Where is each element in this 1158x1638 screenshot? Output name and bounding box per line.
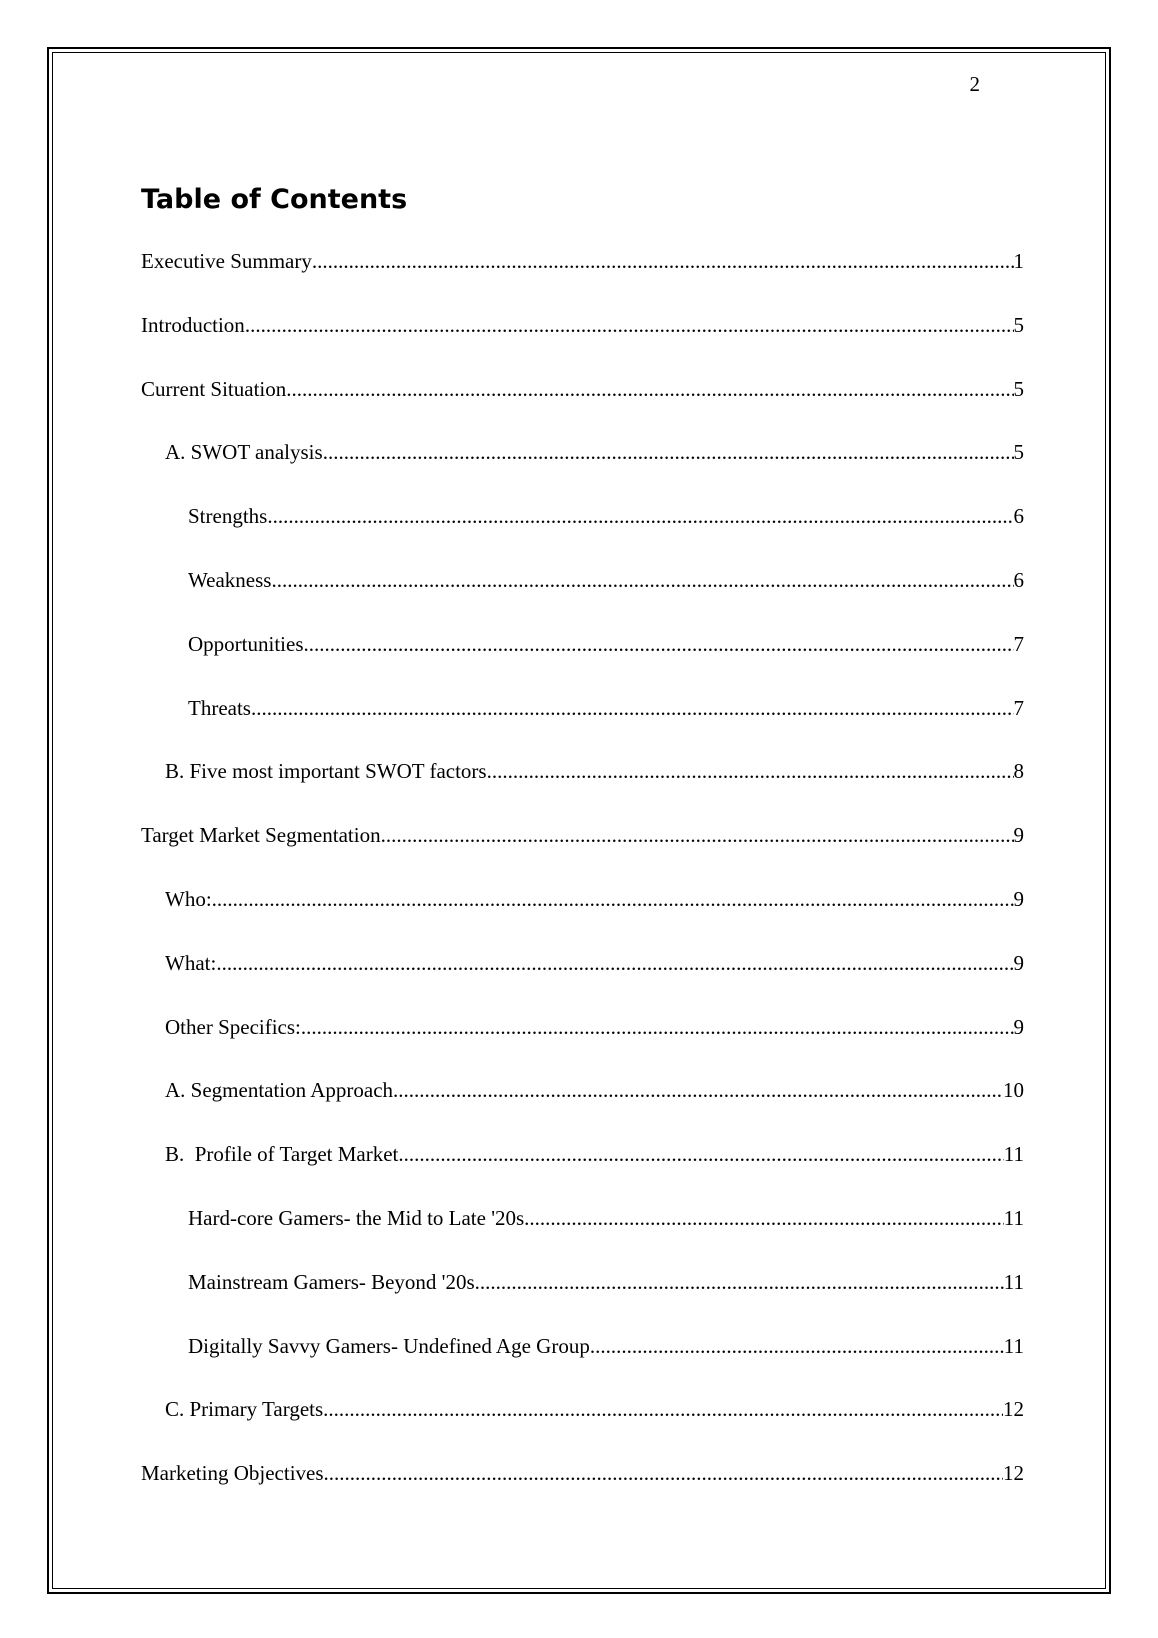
toc-entry-title: Threats	[188, 695, 251, 720]
toc-entry-page: 10	[1003, 1078, 1024, 1103]
toc-entry[interactable]	[141, 1078, 1024, 1142]
toc-entry-page: 8	[1013, 759, 1024, 784]
toc-entry[interactable]	[141, 1206, 1024, 1270]
toc-entry-page: 5	[1013, 312, 1024, 337]
toc-entry[interactable]	[141, 440, 1024, 504]
toc-entry-page: 7	[1013, 695, 1024, 720]
toc-entry-title: A. Segmentation Approach	[165, 1078, 394, 1103]
toc-entry[interactable]	[141, 504, 1024, 568]
toc-entry[interactable]	[141, 1015, 1024, 1079]
toc-entry-title: What:	[165, 950, 217, 975]
toc-entry-title: Strengths	[188, 504, 268, 529]
toc-leader-dots	[590, 1334, 1004, 1359]
toc-entry-title: Current Situation	[141, 376, 287, 401]
toc-entry-title: Who:	[165, 886, 212, 911]
toc-entry-page: 5	[1013, 376, 1024, 401]
toc-entry[interactable]	[141, 377, 1024, 441]
toc-leader-dots	[393, 1078, 1003, 1103]
toc-entry[interactable]	[141, 759, 1024, 823]
toc-leader-dots	[251, 696, 1014, 721]
toc-entry-page: 9	[1013, 886, 1024, 911]
toc-entry[interactable]	[141, 887, 1024, 951]
toc-entry[interactable]	[141, 249, 1024, 313]
toc-entry-page: 1	[1013, 249, 1024, 273]
toc-entry-page: 9	[1013, 1014, 1024, 1039]
toc-entry-page: 12	[1003, 1397, 1024, 1422]
toc-entry-title: Digitally Savvy Gamers- Undefined Age Group	[188, 1333, 590, 1358]
toc-leader-dots	[286, 377, 1013, 402]
toc-entry-title: A. SWOT analysis	[165, 440, 323, 465]
toc-leader-dots	[324, 1461, 1003, 1486]
toc-entry-page: 7	[1013, 631, 1024, 656]
toc-entry-page: 11	[1003, 1142, 1024, 1167]
toc-entry-title: Other Specifics:	[165, 1014, 301, 1039]
toc-leader-dots	[524, 1206, 1004, 1231]
toc-entry[interactable]	[141, 696, 1024, 760]
toc-entry-title: Weakness	[188, 567, 272, 592]
toc-leader-dots	[323, 440, 1014, 465]
toc-entry-page: 6	[1013, 567, 1024, 592]
toc-entry-page: 6	[1013, 504, 1024, 529]
toc-leader-dots	[312, 249, 1014, 274]
toc-leader-dots	[304, 632, 1014, 657]
toc-entry-page: 5	[1013, 440, 1024, 465]
table-of-contents	[141, 249, 1024, 1525]
toc-entry[interactable]	[141, 1142, 1024, 1206]
toc-entry-page: 11	[1003, 1333, 1024, 1358]
toc-leader-dots	[267, 504, 1013, 529]
toc-entry-title: Introduction	[141, 312, 245, 337]
toc-leader-dots	[271, 568, 1013, 593]
toc-leader-dots	[301, 1015, 1014, 1040]
toc-leader-dots	[323, 1397, 1003, 1422]
toc-entry-title: B. Profile of Target Market	[165, 1142, 399, 1167]
toc-entry-title: Mainstream Gamers- Beyond '20s	[188, 1269, 475, 1294]
toc-leader-dots	[487, 759, 1014, 784]
toc-entry-title: B. Five most important SWOT factors	[165, 759, 487, 784]
toc-entry-title: Opportunities	[188, 631, 304, 656]
toc-entry[interactable]	[141, 1397, 1024, 1461]
toc-entry-page: 9	[1013, 950, 1024, 975]
toc-entry-page: 9	[1013, 823, 1024, 848]
toc-entry[interactable]	[141, 823, 1024, 887]
toc-entry-title: Marketing Objectives	[141, 1461, 324, 1486]
toc-entry[interactable]	[141, 1334, 1024, 1398]
toc-entry-page: 11	[1003, 1269, 1024, 1294]
toc-entry-page: 12	[1003, 1461, 1024, 1486]
toc-entry[interactable]	[141, 568, 1024, 632]
toc-entry[interactable]	[141, 951, 1024, 1015]
toc-leader-dots	[381, 823, 1014, 848]
toc-entry-title: Executive Summary	[141, 249, 312, 273]
toc-entry-title: Target Market Segmentation	[141, 823, 381, 848]
toc-heading: Table of Contents	[141, 184, 408, 215]
toc-leader-dots	[475, 1270, 1004, 1295]
toc-entry-title: C. Primary Targets	[165, 1397, 324, 1422]
toc-leader-dots	[398, 1142, 1003, 1167]
page-number: 2	[969, 72, 980, 96]
toc-entry[interactable]	[141, 632, 1024, 696]
toc-entry-page: 11	[1003, 1205, 1024, 1230]
toc-leader-dots	[212, 887, 1014, 912]
toc-entry[interactable]	[141, 1270, 1024, 1334]
toc-entry-title: Hard-core Gamers- the Mid to Late '20s	[188, 1205, 525, 1230]
toc-entry[interactable]	[141, 313, 1024, 377]
toc-entry[interactable]	[141, 1461, 1024, 1525]
toc-leader-dots	[245, 313, 1014, 338]
toc-leader-dots	[216, 951, 1013, 976]
